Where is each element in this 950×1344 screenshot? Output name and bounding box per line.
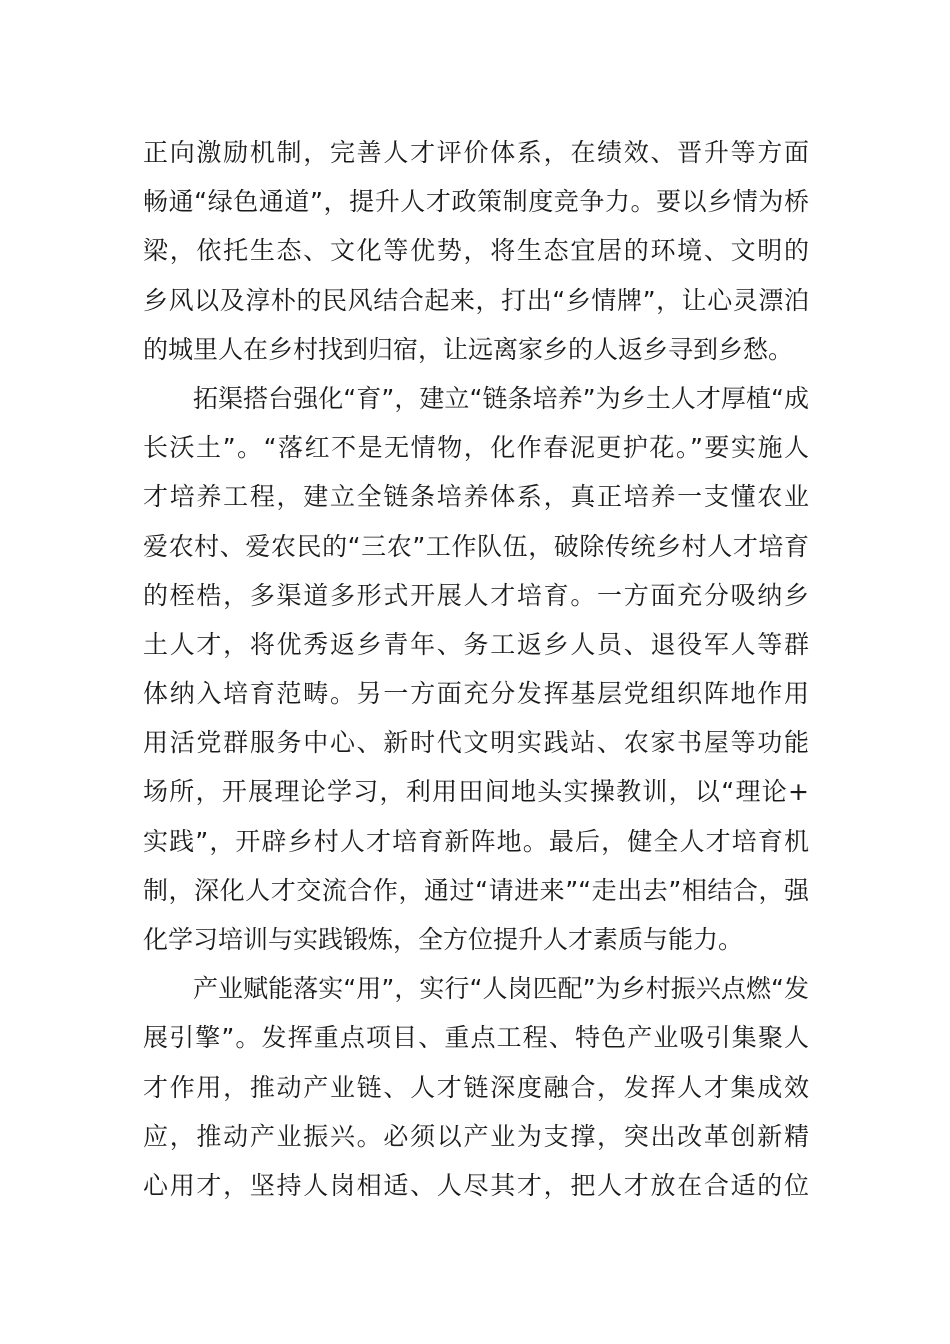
text-line: 梁，依托生态、文化等优势，将生态宜居的环境、文明的	[143, 236, 809, 266]
document-body	[143, 128, 809, 1210]
text-line: 应，推动产业振兴。必须以产业为支撑，突出改革创新精	[143, 1121, 809, 1151]
text-line: 场所，开展理论学习，利用田间地头实操教训，以“理论+	[143, 777, 809, 807]
text-line: 爱农村、爱农民的“三农”工作队伍，破除传统乡村人才培育	[143, 531, 809, 561]
text-line: 才培养工程，建立全链条培养体系，真正培养一支懂农业	[143, 482, 809, 512]
text-line: 拓渠搭台强化“育”，建立“链条培养”为乡土人才厚植“成	[193, 383, 809, 413]
text-line: 用活党群服务中心、新时代文明实践站、农家书屋等功能	[143, 728, 809, 758]
text-line: 才作用，推动产业链、人才链深度融合，发挥人才集成效	[143, 1072, 809, 1102]
text-line: 制，深化人才交流合作，通过“请进来”“走出去”相结合，强	[143, 875, 809, 905]
text-line: 产业赋能落实“用”，实行“人岗匹配”为乡村振兴点燃“发	[193, 974, 809, 1004]
text-line: 正向激励机制，完善人才评价体系，在绩效、晋升等方面	[143, 138, 809, 167]
paragraph-3	[143, 964, 809, 1210]
paragraph-2	[143, 374, 809, 964]
text-line: 乡风以及淳朴的民风结合起来，打出“乡情牌”，让心灵漂泊	[143, 285, 809, 315]
text-line: 化学习培训与实践锻炼，全方位提升人才素质与能力。	[143, 925, 744, 954]
text-line: 实践”，开辟乡村人才培育新阵地。最后，健全人才培育机	[143, 826, 809, 856]
text-line: 畅通“绿色通道”，提升人才政策制度竞争力。要以乡情为桥	[143, 187, 809, 217]
paragraph-1	[143, 128, 809, 374]
text-line: 体纳入培育范畴。另一方面充分发挥基层党组织阵地作用	[143, 679, 809, 709]
text-line: 的桎梏，多渠道多形式开展人才培育。一方面充分吸纳乡	[143, 580, 809, 610]
text-line: 长沃土”。“落红不是无情物，化作春泥更护花。”要实施人	[143, 433, 809, 463]
text-line: 展引擎”。发挥重点项目、重点工程、特色产业吸引集聚人	[143, 1023, 809, 1053]
text-line: 土人才，将优秀返乡青年、务工返乡人员、退役军人等群	[143, 629, 809, 659]
text-line: 心用才，坚持人岗相适、人尽其才，把人才放在合适的位	[143, 1170, 809, 1200]
text-line: 的城里人在乡村找到归宿，让远离家乡的人返乡寻到乡愁。	[143, 334, 794, 364]
